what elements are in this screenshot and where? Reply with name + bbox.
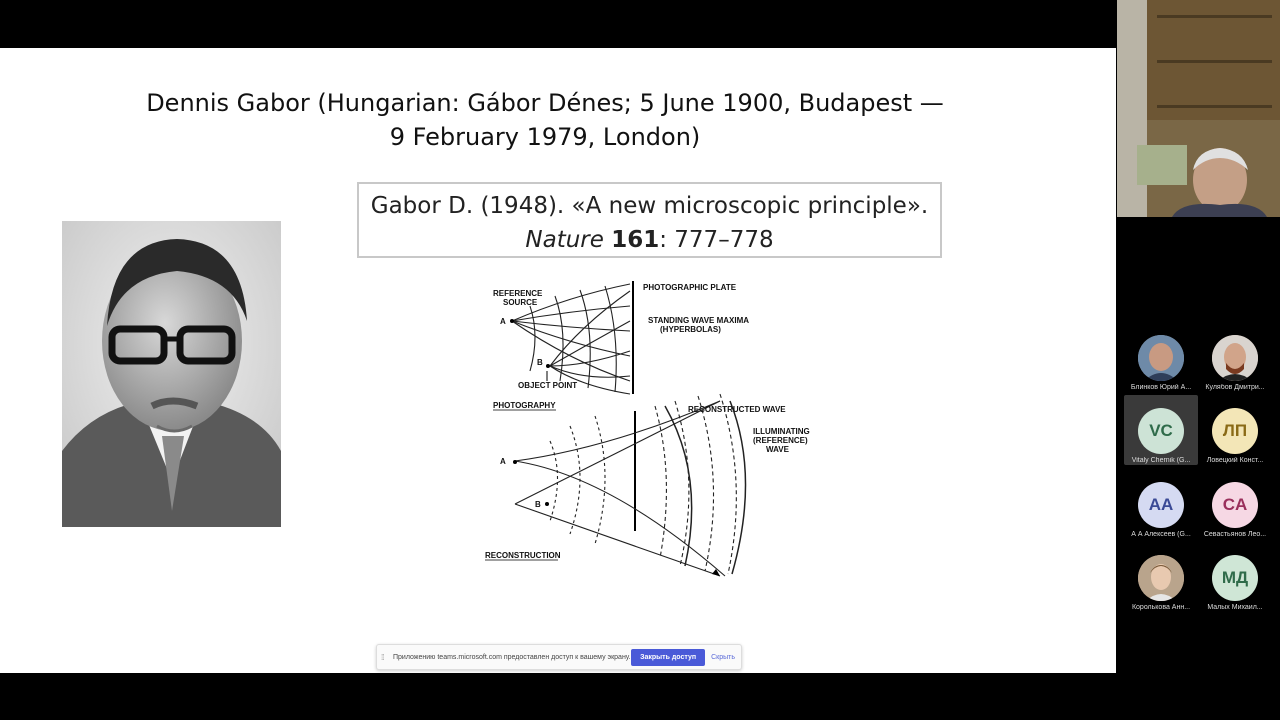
participant-tile[interactable] — [1198, 480, 1272, 550]
label-a-top: A — [500, 317, 506, 326]
label-reconstruction: RECONSTRUCTION — [485, 551, 561, 560]
hologram-diagram — [470, 276, 820, 586]
citation-source — [359, 223, 940, 257]
label-illuminating: ILLUMINATING — [753, 427, 810, 436]
participant-name: Королькова Анн... — [1131, 604, 1191, 611]
citation-journal: Nature — [525, 227, 604, 253]
avatar: VC — [1138, 408, 1184, 454]
participant-name: Малых Михаил... — [1207, 604, 1263, 611]
label-standing-wave: STANDING WAVE MAXIMA — [648, 316, 750, 325]
participant-name: Блинков Юрий А... — [1130, 384, 1192, 391]
participant-name: Vitaly Chernik (G... — [1131, 457, 1191, 464]
stop-sharing-button[interactable]: Закрыть доступ — [631, 649, 705, 666]
citation-pages: : 777–778 — [659, 227, 774, 253]
citation-volume: 161 — [611, 227, 660, 253]
slide-title-line2: 9 February 1979, London) — [389, 123, 701, 151]
slide-title — [130, 86, 960, 154]
participant-tile[interactable] — [1124, 480, 1198, 550]
participant-tile[interactable] — [1198, 333, 1272, 403]
participant-name: Ловецкий Конст... — [1206, 457, 1264, 464]
avatar: МД — [1212, 555, 1258, 601]
label-hyperbolas: (HYPERBOLAS) — [660, 325, 721, 334]
citation-text: Gabor D. (1948). «A new microscopic principle». — [370, 193, 929, 219]
participant-tile[interactable] — [1198, 406, 1272, 476]
label-photography: PHOTOGRAPHY — [493, 401, 556, 410]
speaker-camera-feed — [1117, 0, 1280, 217]
gabor-portrait — [62, 221, 281, 527]
hide-button[interactable]: Скрыть — [711, 653, 735, 661]
label-b-bottom: B — [535, 500, 541, 509]
participant-tile[interactable] — [1198, 553, 1272, 623]
label-wave: WAVE — [766, 445, 789, 454]
shared-slide — [0, 48, 1116, 673]
participant-tile[interactable] — [1124, 395, 1198, 465]
label-b-top: B — [537, 358, 543, 367]
participant-tile[interactable] — [1124, 333, 1198, 403]
citation-box — [357, 182, 942, 258]
avatar — [1138, 555, 1184, 601]
label-reference: (REFERENCE) — [753, 436, 808, 445]
avatar: AA — [1138, 482, 1184, 528]
participant-name: Кулябов Дмитри... — [1205, 384, 1265, 391]
slide-title-line1: Dennis Gabor (Hungarian: Gábor Dénes; 5 June 1900, Budapest — — [146, 89, 944, 117]
label-reference-source-2: SOURCE — [503, 298, 538, 307]
label-photographic-plate: PHOTOGRAPHIC PLATE — [643, 283, 737, 292]
screen-share-bar — [376, 644, 742, 670]
label-object-point: OBJECT POINT — [518, 381, 578, 390]
label-reconstructed-wave: RECONSTRUCTED WAVE — [688, 405, 786, 414]
participant-name: Севастьянов Лео... — [1203, 531, 1267, 538]
participant-name: А А Алексеев (G... — [1131, 531, 1191, 538]
share-message: Приложению teams.microsoft.com предоставлен доступ к вашему экрану. — [393, 653, 631, 661]
label-a-bottom: A — [500, 457, 506, 466]
drag-handle-icon[interactable]: ⁞⁞ — [381, 652, 384, 662]
avatar: ЛП — [1212, 408, 1258, 454]
label-reference-source: REFERENCE — [493, 289, 543, 298]
avatar: CA — [1212, 482, 1258, 528]
avatar — [1212, 335, 1258, 381]
avatar — [1138, 335, 1184, 381]
participant-tile[interactable] — [1124, 553, 1198, 623]
